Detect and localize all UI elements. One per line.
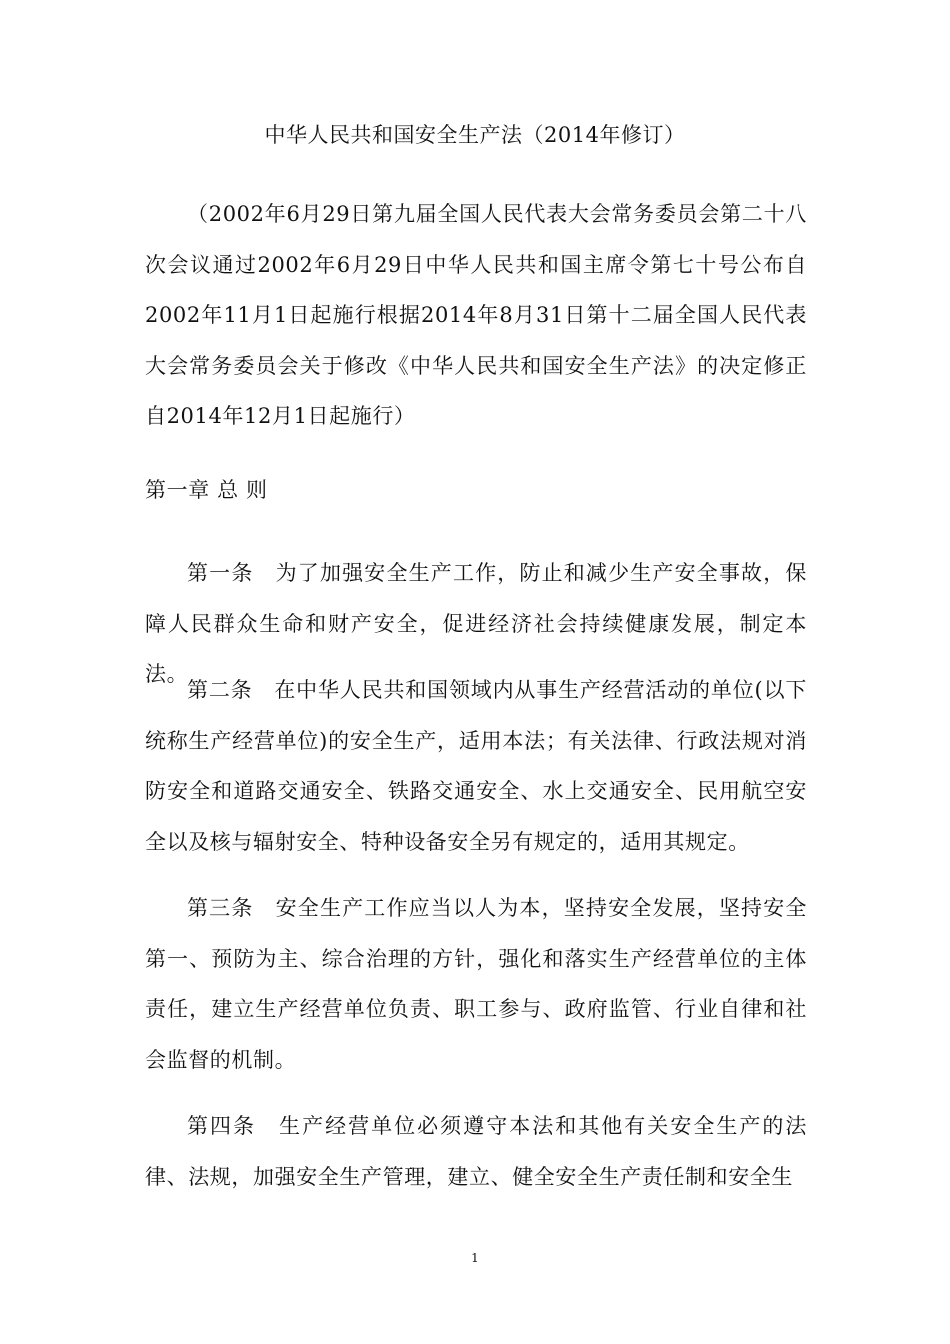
article-3: 第三条 安全生产工作应当以人为本，坚持安全发展，坚持安全第一、预防为主、综合治理的方针，强化和落实生产经营单位的主体责任，建立生产经营单位负责、职工参与、政府监管、行业自律和社会监督的机制。 bbox=[145, 896, 807, 1072]
page-number: 1 bbox=[471, 1251, 479, 1265]
article-1: 第一条 为了加强安全生产工作，防止和减少生产安全事故，保障人民群众生命和财产安全，促进经济社会持续健康发展，制定本法。 bbox=[145, 561, 807, 686]
preamble-paragraph: （2002年6月29日第九届全国人民代表大会常务委员会第二十八次会议通过2002年6月29日中华人民共和国主席令第七十号公布自2002年11月1日起施行根据2014年8月31日第十二届全国人民代表大会常务委员会关于修改《中华人民共和国安全生产法》的决定修正自2014年12月1日起施行） bbox=[145, 202, 807, 428]
article-2: 第二条 在中华人民共和国领域内从事生产经营活动的单位(以下统称生产经营单位)的安全生产，适用本法；有关法律、行政法规对消防安全和道路交通安全、铁路交通安全、水上交通安全、民用航空安全以及核与辐射安全、特种设备安全另有规定的，适用其规定。 bbox=[145, 678, 807, 854]
article-4: 第四条 生产经营单位必须遵守本法和其他有关安全生产的法律、法规，加强安全生产管理，建立、健全安全生产责任制和安全生 bbox=[145, 1114, 807, 1189]
chapter-heading: 第一章 总 则 bbox=[145, 478, 268, 502]
document-title: 中华人民共和国安全生产法（2014年修订） bbox=[264, 123, 686, 147]
